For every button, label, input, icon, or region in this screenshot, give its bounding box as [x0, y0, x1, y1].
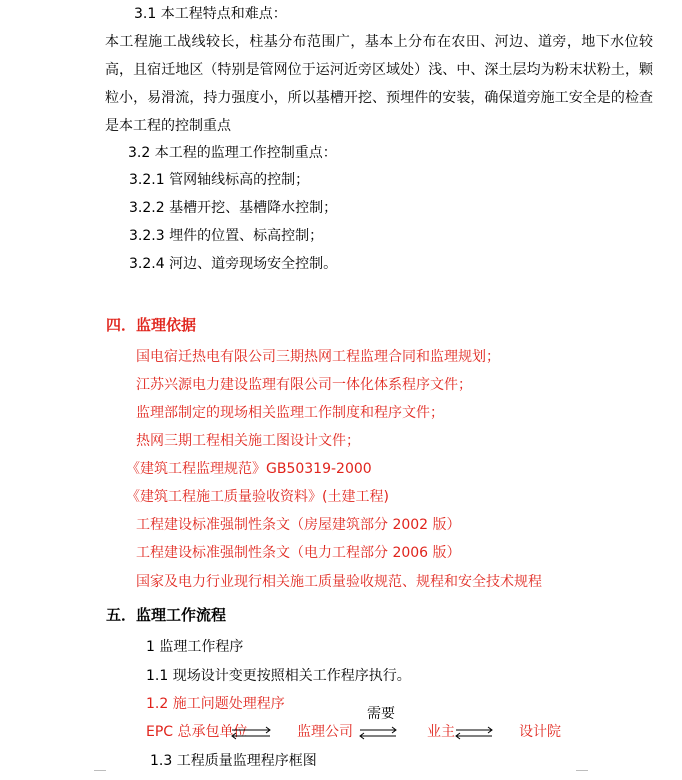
- section-5-1-3: 1.3 工程质量监理程序框图: [150, 753, 317, 769]
- section-3-2-title: 3.2 本工程的监理工作控制重点：: [128, 145, 337, 161]
- section-3-1-paragraph: 本工程施工战线较长，柱基分布范围广，基本上分布在农田、河边、道旁，地下水位较高，且宿迁地区（特别是管网位于运河近旁区域处）浅、中、深土层均为粉末状粉土，颗粒小，易滑流，持力强度小，所以基槽开挖、预埋件的安装，确保道旁施工安全是的检查是本工程的控制重点: [105, 34, 653, 134]
- flow-node-owner: 业主: [427, 724, 455, 740]
- section-5-1-1: 1.1 现场设计变更按照相关工作程序执行。: [146, 668, 411, 684]
- basis-item: 监理部制定的现场相关监理工作制度和程序文件；: [136, 405, 444, 421]
- flow-node-design: 设计院: [519, 724, 561, 740]
- section-5-heading: 五．监理工作流程: [106, 606, 227, 624]
- section-3-2-item: 3.2.3 埋件的位置、标高控制；: [129, 228, 324, 244]
- section-3-2-item: 3.2.4 河边、道旁现场安全控制。: [129, 256, 338, 272]
- basis-item: 热网三期工程相关施工图设计文件；: [136, 433, 360, 449]
- section-3-1-title: 3.1 本工程特点和难点：: [134, 6, 287, 22]
- basis-item: 《建筑工程监理规范》GB50319-2000: [126, 461, 372, 477]
- section-5-1-2: 1.2 施工问题处理程序: [146, 696, 285, 712]
- flow-node-supervision: 监理公司: [297, 724, 353, 740]
- flow-need-label: 需要: [367, 706, 395, 722]
- double-arrow-icon: [456, 727, 492, 739]
- section-5-1-title: 1 监理工作程序: [146, 639, 244, 655]
- basis-item: 国家及电力行业现行相关施工质量验收规范、规程和安全技术规程: [136, 574, 542, 590]
- section-3-2-item: 3.2.1 管网轴线标高的控制；: [129, 172, 310, 188]
- basis-item: 江苏兴源电力建设监理有限公司一体化体系程序文件；: [136, 377, 472, 393]
- section-3-2-item: 3.2.2 基槽开挖、基槽降水控制；: [129, 200, 338, 216]
- basis-item: 《建筑工程施工质量验收资料》(土建工程): [126, 489, 389, 505]
- double-arrow-icon: [360, 727, 396, 739]
- basis-item: 国电宿迁热电有限公司三期热网工程监理合同和监理规划；: [136, 349, 500, 365]
- basis-item: 工程建设标准强制性条文（房屋建筑部分 2002 版）: [136, 517, 461, 533]
- flow-node-epc: EPC 总承包单位: [146, 724, 248, 740]
- double-arrow-icon: [232, 727, 270, 739]
- basis-item: 工程建设标准强制性条文（电力工程部分 2006 版）: [136, 545, 461, 561]
- section-4-heading: 四．监理依据: [106, 316, 197, 334]
- flow-arrows: [228, 724, 498, 744]
